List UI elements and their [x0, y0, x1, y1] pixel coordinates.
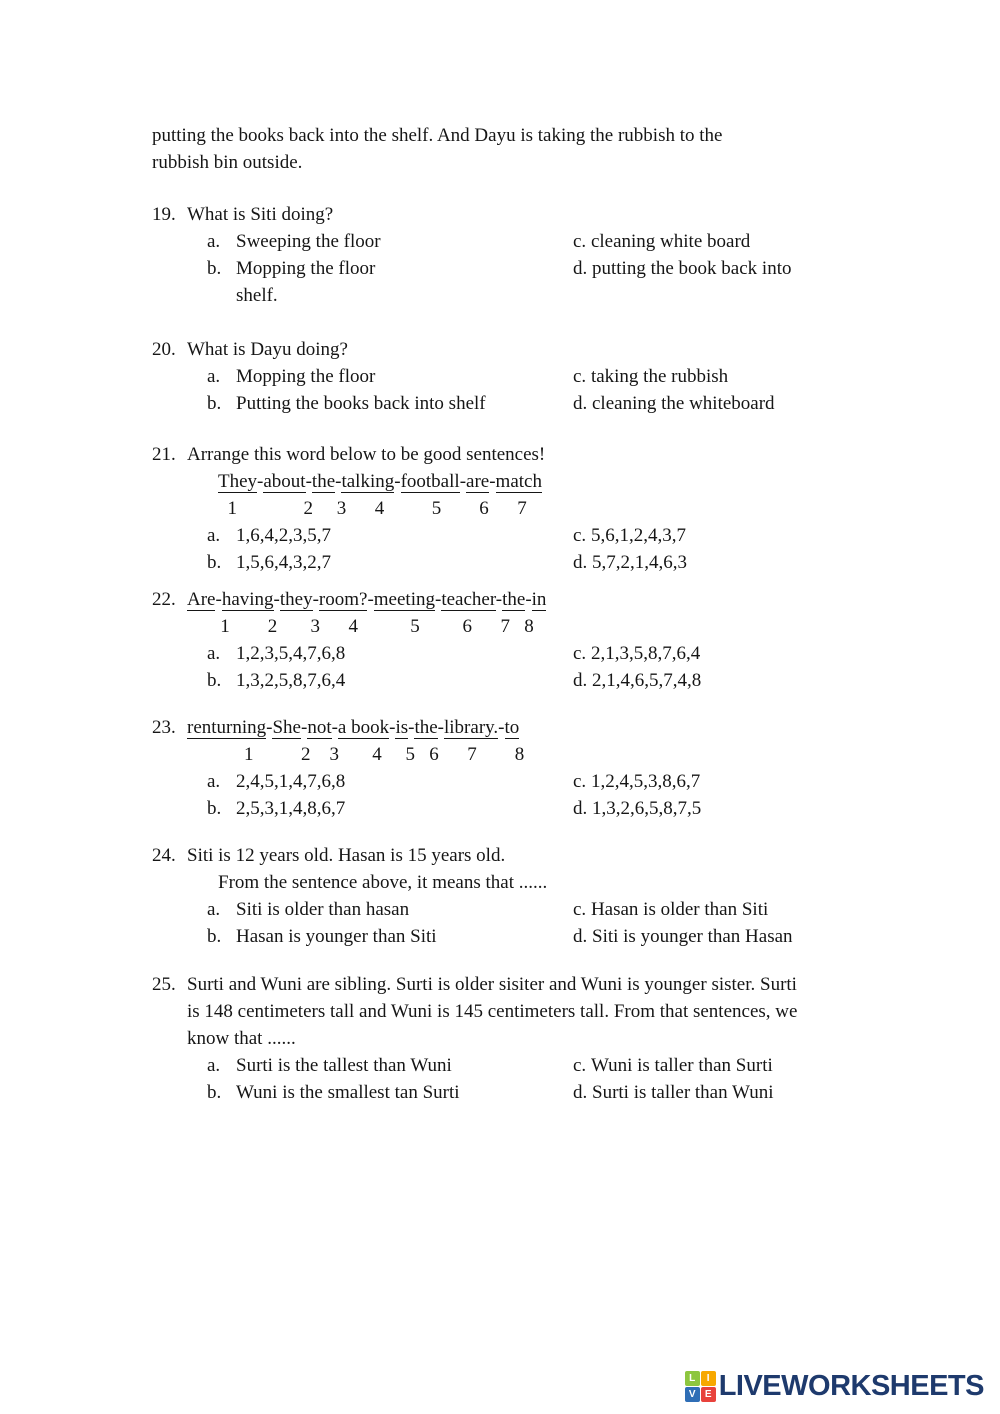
logo-wordmark: LIVEWORKSHEETS [718, 1370, 984, 1402]
question-number: 22. [152, 589, 176, 610]
option-letter: d. [573, 552, 588, 573]
option-b[interactable] [207, 1079, 573, 1106]
option-row [152, 795, 952, 822]
option-letter: a. [207, 1055, 221, 1076]
option-letter: b. [207, 258, 222, 279]
option-row [152, 640, 952, 667]
option-d[interactable] [573, 667, 701, 694]
option-text: 2,5,3,1,4,8,6,7 [236, 798, 346, 819]
option-text: 2,1,3,5,8,7,6,4 [590, 643, 701, 664]
word-sequence: They-about-the-talking-football-are-match [218, 471, 542, 492]
option-letter: d. [573, 670, 588, 691]
option-c[interactable] [573, 522, 686, 549]
question-24 [152, 842, 952, 950]
option-text: taking the rubbish [590, 366, 729, 387]
question-number: 19. [152, 204, 176, 225]
option-b[interactable] [207, 795, 573, 822]
question-number: 25. [152, 974, 176, 995]
question-head [152, 842, 952, 869]
option-row [152, 667, 952, 694]
question-19 [152, 201, 952, 309]
liveworksheets-grid-icon [685, 1371, 716, 1402]
option-text: putting the book back into [592, 258, 792, 279]
question-23 [152, 714, 952, 822]
option-text: 1,3,2,5,8,7,6,4 [236, 670, 346, 691]
option-row [152, 228, 952, 255]
option-b[interactable] [207, 667, 573, 694]
question-25 [152, 971, 952, 1106]
option-text: 1,3,2,6,5,8,7,5 [592, 798, 702, 819]
option-a[interactable] [207, 768, 573, 795]
question-number: 20. [152, 339, 176, 360]
question-22 [152, 586, 952, 694]
option-text: 1,6,4,2,3,5,7 [236, 525, 331, 546]
option-c[interactable] [573, 896, 768, 923]
word-sequence: renturning-She-not-a book-is-the-library.-to [187, 717, 520, 738]
option-b[interactable] [207, 549, 573, 576]
question-21 [152, 441, 952, 576]
logo-tile-i: I [701, 1371, 716, 1386]
option-letter: c. [573, 231, 587, 252]
option-text: Mopping the floor [236, 258, 376, 279]
option-text: Wuni is taller than Surti [590, 1055, 773, 1076]
option-d[interactable] [573, 390, 775, 417]
question-number: 24. [152, 845, 176, 866]
option-letter: b. [207, 926, 222, 947]
option-row [152, 896, 952, 923]
passage-continuation [152, 122, 952, 176]
option-text: Surti is the tallest than Wuni [236, 1055, 452, 1076]
passage-line: putting the books back into the shelf. And Dayu is taking the rubbish to the [152, 125, 723, 146]
option-text: Wuni is the smallest tan Surti [236, 1082, 460, 1103]
option-letter: c. [573, 643, 587, 664]
option-d[interactable] [573, 795, 701, 822]
option-row [152, 255, 952, 282]
option-letter: c. [573, 1055, 587, 1076]
question-head [152, 714, 952, 741]
logo-tile-e: E [701, 1387, 716, 1402]
option-text: Mopping the floor [236, 366, 376, 387]
option-d-continuation: shelf. [236, 285, 278, 306]
option-b[interactable] [207, 255, 573, 282]
option-row [152, 768, 952, 795]
option-text: cleaning the whiteboard [592, 393, 775, 414]
option-text: cleaning white board [590, 231, 751, 252]
option-a[interactable] [207, 522, 573, 549]
word-numbers: 1 2 3 4 5 6 7 [218, 498, 527, 519]
question-prompt: Siti is 12 years old. Hasan is 15 years old. [187, 845, 506, 866]
option-letter: d. [573, 258, 588, 279]
option-text: 2,4,5,1,4,7,6,8 [236, 771, 346, 792]
question-head [152, 441, 952, 468]
option-b[interactable] [207, 390, 573, 417]
option-letter: a. [207, 643, 221, 664]
option-a[interactable] [207, 1052, 573, 1079]
option-letter: a. [207, 231, 221, 252]
question-prompt: Arrange this word below to be good sentences! [187, 444, 546, 465]
option-letter: d. [573, 798, 588, 819]
option-row [152, 1079, 952, 1106]
option-c[interactable] [573, 228, 750, 255]
option-letter: b. [207, 393, 222, 414]
question-head [152, 336, 952, 363]
option-text: 5,7,2,1,4,6,3 [592, 552, 687, 573]
question-number: 21. [152, 444, 176, 465]
option-letter: a. [207, 525, 221, 546]
option-text: 1,2,4,5,3,8,6,7 [590, 771, 701, 792]
question-prompt: What is Siti doing? [187, 204, 334, 225]
option-text: Hasan is older than Siti [590, 899, 769, 920]
option-letter: d. [573, 393, 588, 414]
option-c[interactable] [573, 640, 700, 667]
question-head [152, 586, 952, 613]
question-20 [152, 336, 952, 417]
option-text: Siti is older than hasan [236, 899, 410, 920]
word-sequence: Are-having-they-room?-meeting-teacher-the-in [187, 589, 547, 610]
option-text: 5,6,1,2,4,3,7 [590, 525, 686, 546]
option-letter: c. [573, 525, 587, 546]
option-row [152, 1052, 952, 1079]
option-a[interactable] [207, 896, 573, 923]
question-prompt-line: Surti and Wuni are sibling. Surti is older sisiter and Wuni is younger sister. Surti [187, 974, 797, 995]
question-head [152, 201, 952, 228]
option-c[interactable] [573, 363, 728, 390]
option-text: Siti is younger than Hasan [592, 926, 793, 947]
option-a[interactable] [207, 228, 573, 255]
option-letter: c. [573, 771, 587, 792]
option-a[interactable] [207, 363, 573, 390]
option-text: Hasan is younger than Siti [236, 926, 437, 947]
option-letter: a. [207, 771, 221, 792]
option-text: Sweeping the floor [236, 231, 381, 252]
passage-line: rubbish bin outside. [152, 152, 303, 173]
option-d[interactable] [573, 923, 793, 950]
question-prompt: What is Dayu doing? [187, 339, 348, 360]
option-row [152, 363, 952, 390]
option-letter: b. [207, 552, 222, 573]
liveworksheets-logo[interactable] [685, 1371, 984, 1402]
option-row [152, 549, 952, 576]
option-text: 2,1,4,6,5,7,4,8 [592, 670, 702, 691]
option-c[interactable] [573, 768, 700, 795]
option-text: 1,5,6,4,3,2,7 [236, 552, 331, 573]
option-text: 1,2,3,5,4,7,6,8 [236, 643, 346, 664]
option-letter: b. [207, 798, 222, 819]
option-b[interactable] [207, 923, 573, 950]
question-head [152, 971, 952, 998]
option-letter: b. [207, 670, 222, 691]
question-number: 23. [152, 717, 176, 738]
option-row [152, 522, 952, 549]
option-row [152, 390, 952, 417]
word-numbers: 1 2 3 4 5 6 7 8 [187, 616, 534, 637]
option-c[interactable] [573, 1052, 773, 1079]
option-letter: b. [207, 1082, 222, 1103]
option-d[interactable] [573, 255, 791, 282]
option-d[interactable] [573, 1079, 773, 1106]
option-letter: a. [207, 899, 221, 920]
option-letter: d. [573, 926, 588, 947]
worksheet-content [152, 122, 952, 1106]
question-prompt-line: know that ...... [187, 1028, 296, 1049]
option-text: Surti is taller than Wuni [592, 1082, 774, 1103]
logo-tile-v: V [685, 1387, 700, 1402]
option-row [152, 923, 952, 950]
option-a[interactable] [207, 640, 573, 667]
word-numbers: 1 2 3 4 5 6 7 8 [187, 744, 525, 765]
option-d[interactable] [573, 549, 687, 576]
option-letter: a. [207, 366, 221, 387]
option-letter: c. [573, 899, 587, 920]
option-letter: c. [573, 366, 587, 387]
option-text: Putting the books back into shelf [236, 393, 486, 414]
option-letter: d. [573, 1082, 588, 1103]
question-prompt-line: is 148 centimeters tall and Wuni is 145 centimeters tall. From that sentences, we [187, 1001, 798, 1022]
logo-tile-l: L [685, 1371, 700, 1386]
question-subline: From the sentence above, it means that ...... [218, 872, 548, 893]
